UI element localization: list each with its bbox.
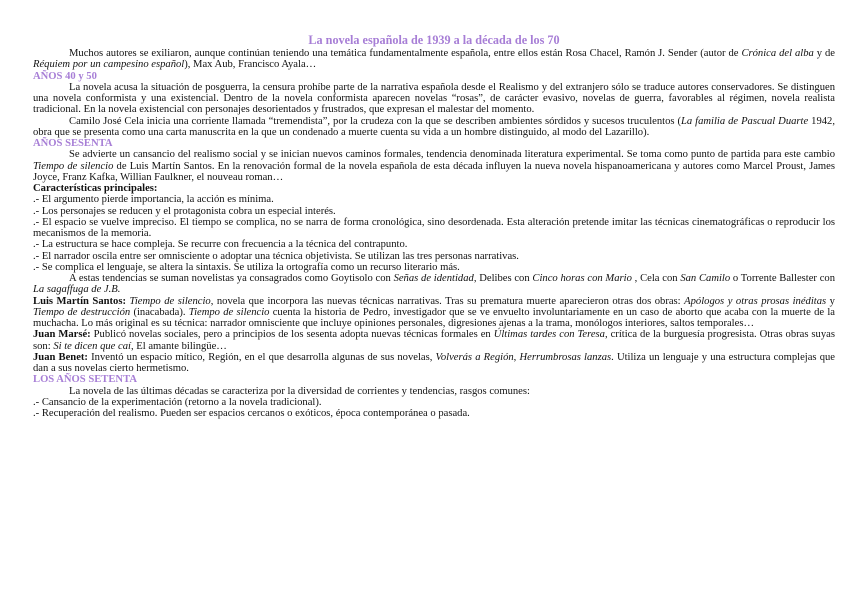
text-run: , Delibes con [473,273,533,284]
book-title: Réquiem por un campesino español [33,59,185,71]
text-run: A estas tendencias se suman novelistas ya consagrados como Goytisolo con [69,273,394,284]
text-run: Inventó un espacio mítico, Región, en el que desarrolla algunas de sus novelas, [87,351,436,363]
characteristic-item: .- El argumento pierde importancia, la acción es mínima. [33,194,274,206]
book-title: Tiempo de silencio [188,306,270,318]
book-title: Últimas tardes con Teresa [493,329,605,341]
book-title: La familia de Pascual Duarte [681,115,809,127]
paragraph-40s-1: La novela acusa la situación de posguerra, la censura prohíbe parte de la narrativa española desde el Realismo y del extranjero sólo se traduce autores conservadores. Se distinguen una novela conformista y una existencial. Dentro de la novela conformista aparecen novelas “rosas”, de carácter evasivo, novelas de guerra, favorables al régimen, novela realista tradicional. En la novela existencial con personajes desorientados y frustrados, que expresan el malestar del momento. [33,81,835,116]
characteristic-item: .- Los personajes se reducen y el protagonista cobra un especial interés. [33,205,336,217]
text-run: , novela que incorpora las nuevas técnicas narrativas. Tras su prematura muerte aparecieron otras dos obras: [210,295,685,307]
book-title: San Camilo [680,273,731,284]
text-run: . Utiliza un lenguaje y una estructura complejas que dan a sus novelas cierto hermetismo. [33,351,835,374]
characteristic-item: .- El espacio se vuelve impreciso. El tiempo se complica, no se narra de forma cronológica, sino desordenada. Esta alteración pretende imitar las técnicas cinematográficas o reproducir los mecanismos de la memoria. [33,216,835,239]
section-heading-60s: AÑOS SESENTA [33,138,113,149]
characteristics-heading: Características principales: [33,183,158,194]
author-paragraph-martin-santos [33,296,835,330]
section-heading-70s: LOS AÑOS SETENTA [33,374,138,386]
paragraph-40s-2 [33,116,835,139]
text-run: , [513,351,520,363]
book-title: Cinco horas con Mario [532,273,632,284]
book-title: Tiempo de destrucción [33,306,131,318]
author-paragraph-marse [33,329,835,352]
text-run: (inacabada). [130,306,189,318]
trait-item: .- Recuperación del realismo. Pueden ser espacios cercanos o exóticos, época contemporánea o pasada. [33,408,470,419]
text-run: Muchos autores se exiliaron, aunque continúan teniendo una temática fundamentalmente española, entre ellos están Rosa Chacel, Ramón J. Sender (autor de [69,48,742,59]
text-run: de Luis Martín Santos. En la renovación formal de la novela española de esta década influyen la nueva novela hispanoamericana y autores como Marcel Proust, James Joyce, Franz Kafka, Willian Faulkner, el nouveau roman… [33,160,835,183]
author-name: Juan Benet: [33,351,88,363]
text-run: , El amante bilingüe… [130,340,227,352]
author-name: Luis Martín Santos: [33,295,126,307]
characteristic-item: .- La estructura se hace compleja. Se recurre con frecuencia a la técnica del contrapunto. [33,239,408,251]
text-run: Se advierte un cansancio del realismo social y se inician nuevos caminos formales, tendencia denominada literatura experimental. Se toma como punto de partida para este cambio [69,149,835,161]
text-run: , crítica de la burguesía progresista. Otras obras suyas son: [33,329,835,352]
text-run: ), Max Aub, Francisco Ayala… [184,59,317,71]
book-title: Tiempo de silencio [33,160,114,172]
text-run: y de [813,48,836,59]
document-title: La novela española de 1939 a la década de los 70 [308,33,560,47]
text-run: y [826,295,835,307]
book-title: Señas de identidad [393,273,474,284]
text-run: 1942, obra que se presenta como una carta manuscrita en la que un condenado a muerte cuenta su vida a un hombre distinguido, al modo del Lazarillo). [33,115,836,138]
author-name: Juan Marsé: [33,329,91,341]
text-run: cuenta la historia de Pedro, investigador que se ve envuelto involuntariamente en un caso de aborto que acaba con la muerte de la muchacha. Lo más original es su técnica: narrador omnisciente que incluye opiniones personales, digresiones ajenas a la trama, monólogos interiores, saltos temporales… [33,306,835,329]
book-title: Si te dicen que caí [53,340,131,352]
paragraph-60s-2 [33,273,835,296]
book-title: Tiempo de silencio [129,295,211,307]
characteristic-item: .- Se complica el lenguaje, se altera la sintaxis. Se utiliza la ortografía como un recurso literario más. [33,261,460,273]
book-title: Apólogos y otras prosas inéditas [684,295,827,307]
section-heading-40s: AÑOS 40 y 50 [33,70,97,82]
book-title: Herrumbrosas lanzas [519,351,612,363]
book-title: Crónica del alba [741,48,814,59]
text-run: o Torrente Ballester con [730,273,835,284]
intro-paragraph [33,48,835,71]
text-run: Publicó novelas sociales, pero a principios de los sesenta adopta nuevas técnicas formales en [90,329,494,341]
author-paragraph-benet [33,352,835,375]
text-run: , Cela con [631,273,681,284]
characteristic-item: .- El narrador oscila entre ser omnisciente o adoptar una técnica objetivista. Se utilizan las tres personas narrativas. [33,250,519,262]
paragraph-60s-1 [33,149,835,183]
trait-item: .- Cansancio de la experimentación (retorno a la novela tradicional). [33,396,322,408]
book-title: La sagaffuga de J.B. [33,284,121,296]
paragraph-70s-1: La novela de las últimas décadas se caracteriza por la diversidad de corrientes y tendencias, rasgos comunes: [69,385,530,397]
book-title: Volverás a Región [435,351,514,363]
text-run: Camilo José Cela inicia una corriente llamada “tremendista”, por la crudeza con la que se describen ambientes sórdidos y sucesos truculentos ( [69,115,681,127]
